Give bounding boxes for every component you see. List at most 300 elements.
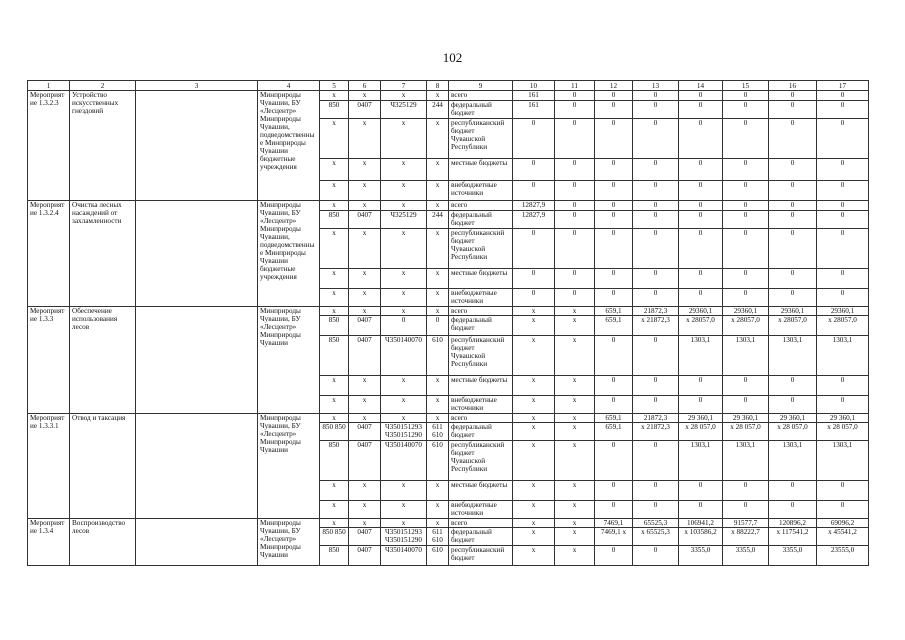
value-cell-17: 0 <box>817 119 869 159</box>
value-cell-16: 0 <box>769 481 817 501</box>
expense-type-cell: х <box>427 159 449 181</box>
value-cell-16: х 28057,0 <box>769 316 817 336</box>
value-cell-13: 21872,3 <box>633 414 679 423</box>
section-cell: х <box>349 269 381 289</box>
value-cell-10: 12827,9 <box>513 211 555 229</box>
executor-cell: Минприроды Чувашии, БУ «Лесцентр» Минприроды Чувашии <box>258 307 320 414</box>
value-cell-12: 7469,1 х <box>595 528 633 546</box>
section-cell: 0407 <box>349 101 381 119</box>
value-cell-13: 0 <box>633 119 679 159</box>
grbs-cell: 850 <box>320 211 349 229</box>
target-item-cell: Ч325129 <box>381 211 427 229</box>
section-cell: х <box>349 414 381 423</box>
value-cell-14: 1303,1 <box>679 336 723 376</box>
grbs-cell: х <box>320 91 349 101</box>
value-cell-11: х <box>555 546 595 566</box>
value-cell-17: 0 <box>817 289 869 307</box>
value-cell-12: 0 <box>595 441 633 481</box>
funding-source-cell: внебюджетные источники <box>449 501 513 519</box>
value-cell-14: 0 <box>679 101 723 119</box>
measure-name-cell: Очистка лесных насаждений от захламленности <box>70 201 136 307</box>
section-cell: х <box>349 229 381 269</box>
section-cell: 0407 <box>349 336 381 376</box>
funding-source-cell: всего <box>449 201 513 211</box>
value-cell-10: х <box>513 376 555 396</box>
value-cell-10: х <box>513 528 555 546</box>
section-cell: 0407 <box>349 546 381 566</box>
value-cell-11: 0 <box>555 229 595 269</box>
measure-name-cell: Устройство искусственных гнездовий <box>70 91 136 201</box>
value-cell-16: 0 <box>769 289 817 307</box>
value-cell-12: 7469,1 <box>595 519 633 528</box>
grbs-cell: 850 <box>320 441 349 481</box>
funding-source-cell: всего <box>449 91 513 101</box>
expense-type-cell: 611 610 <box>427 423 449 441</box>
value-cell-11: х <box>555 501 595 519</box>
header-cell-5: 5 <box>320 81 349 91</box>
executor-cell: Минприроды Чувашии, БУ «Лесцентр» Минприроды Чувашии, подведомственные Минприроды Чувашии бюджетные учреждения <box>258 91 320 201</box>
value-cell-13: 0 <box>633 201 679 211</box>
value-cell-10: х <box>513 307 555 316</box>
value-cell-14: 0 <box>679 269 723 289</box>
value-cell-10: 161 <box>513 101 555 119</box>
empty-cell <box>136 201 258 307</box>
value-cell-11: 0 <box>555 201 595 211</box>
value-cell-15: 0 <box>723 229 769 269</box>
value-cell-11: 0 <box>555 101 595 119</box>
value-cell-15: 0 <box>723 269 769 289</box>
value-cell-12: 0 <box>595 119 633 159</box>
expense-type-cell: 610 <box>427 336 449 376</box>
value-cell-11: х <box>555 316 595 336</box>
value-cell-12: 0 <box>595 336 633 376</box>
target-item-cell: х <box>381 376 427 396</box>
value-cell-11: х <box>555 528 595 546</box>
grbs-cell: х <box>320 307 349 316</box>
value-cell-17: 0 <box>817 376 869 396</box>
funding-source-cell: всего <box>449 414 513 423</box>
value-cell-11: х <box>555 336 595 376</box>
target-item-cell: Ч350151293 Ч350151290 <box>381 528 427 546</box>
value-cell-10: 0 <box>513 229 555 269</box>
value-cell-15: 0 <box>723 201 769 211</box>
value-cell-14: 3355,0 <box>679 546 723 566</box>
value-cell-14: 29 360,1 <box>679 414 723 423</box>
executor-cell: Минприроды Чувашии, БУ «Лесцентр» Минприроды Чувашии <box>258 414 320 519</box>
value-cell-16: 0 <box>769 201 817 211</box>
value-cell-11: х <box>555 423 595 441</box>
target-item-cell: 0 <box>381 316 427 336</box>
measure-number-cell: Мероприятие 1.3.2.4 <box>28 201 70 307</box>
value-cell-15: 1303,1 <box>723 441 769 481</box>
funding-source-cell: республиканский бюджет Чувашской Республики <box>449 229 513 269</box>
header-cell-7: 7 <box>381 81 427 91</box>
value-cell-13: 0 <box>633 269 679 289</box>
funding-source-cell: внебюджетные источники <box>449 181 513 201</box>
section-cell: 0407 <box>349 211 381 229</box>
expense-type-cell: х <box>427 201 449 211</box>
grbs-cell: х <box>320 289 349 307</box>
value-cell-16: 29 360,1 <box>769 414 817 423</box>
value-cell-16: х 28 057,0 <box>769 423 817 441</box>
value-cell-17: х 28 057,0 <box>817 423 869 441</box>
section-cell: х <box>349 201 381 211</box>
value-cell-12: 659,1 <box>595 316 633 336</box>
section-cell: х <box>349 519 381 528</box>
funding-source-cell: местные бюджеты <box>449 481 513 501</box>
expense-type-cell: х <box>427 501 449 519</box>
value-cell-12: 0 <box>595 501 633 519</box>
value-cell-16: 0 <box>769 211 817 229</box>
header-cell-4: 4 <box>258 81 320 91</box>
value-cell-14: 0 <box>679 501 723 519</box>
value-cell-14: 0 <box>679 159 723 181</box>
section-cell: х <box>349 376 381 396</box>
header-cell-14: 14 <box>679 81 723 91</box>
executor-cell: Минприроды Чувашии, БУ «Лесцентр» Минприроды Чувашии, подведомственные Минприроды Чувашии бюджетные учреждения <box>258 201 320 307</box>
value-cell-17: 29 360,1 <box>817 414 869 423</box>
value-cell-10: 0 <box>513 159 555 181</box>
value-cell-12: 0 <box>595 159 633 181</box>
section-cell: х <box>349 91 381 101</box>
value-cell-11: 0 <box>555 181 595 201</box>
value-cell-12: 659,1 <box>595 423 633 441</box>
value-cell-11: 0 <box>555 289 595 307</box>
value-cell-17: х 45541,2 <box>817 528 869 546</box>
header-cell-8: 8 <box>427 81 449 91</box>
target-item-cell: х <box>381 159 427 181</box>
value-cell-16: 0 <box>769 119 817 159</box>
table-body <box>28 81 869 566</box>
value-cell-12: 0 <box>595 269 633 289</box>
header-cell-13: 13 <box>633 81 679 91</box>
grbs-cell: х <box>320 414 349 423</box>
value-cell-11: х <box>555 414 595 423</box>
empty-cell <box>136 91 258 201</box>
expense-type-cell: х <box>427 414 449 423</box>
value-cell-12: 659,1 <box>595 414 633 423</box>
value-cell-15: 29360,1 <box>723 307 769 316</box>
header-cell-6: 6 <box>349 81 381 91</box>
header-row <box>28 81 869 91</box>
table-row <box>28 91 869 101</box>
value-cell-15: 3355,0 <box>723 546 769 566</box>
value-cell-14: х 28 057,0 <box>679 423 723 441</box>
target-item-cell: х <box>381 414 427 423</box>
value-cell-10: х <box>513 336 555 376</box>
value-cell-16: 0 <box>769 396 817 414</box>
value-cell-13: 21872,3 <box>633 307 679 316</box>
value-cell-14: 29360,1 <box>679 307 723 316</box>
value-cell-14: 0 <box>679 289 723 307</box>
value-cell-11: 0 <box>555 91 595 101</box>
value-cell-17: 1303,1 <box>817 441 869 481</box>
grbs-cell: х <box>320 519 349 528</box>
value-cell-16: 29360,1 <box>769 307 817 316</box>
value-cell-11: х <box>555 396 595 414</box>
value-cell-16: 3355,0 <box>769 546 817 566</box>
value-cell-17: 23555,0 <box>817 546 869 566</box>
budget-table <box>27 80 869 566</box>
value-cell-13: 0 <box>633 336 679 376</box>
value-cell-10: х <box>513 423 555 441</box>
target-item-cell: Ч350151293 Ч350151290 <box>381 423 427 441</box>
grbs-cell: х <box>320 481 349 501</box>
value-cell-10: х <box>513 519 555 528</box>
section-cell: х <box>349 396 381 414</box>
value-cell-14: 0 <box>679 201 723 211</box>
grbs-cell: 850 <box>320 316 349 336</box>
target-item-cell: х <box>381 229 427 269</box>
expense-type-cell: х <box>427 229 449 269</box>
page-number: 102 <box>442 50 463 65</box>
funding-source-cell: всего <box>449 519 513 528</box>
value-cell-17: 0 <box>817 91 869 101</box>
expense-type-cell: х <box>427 376 449 396</box>
expense-type-cell: 244 <box>427 101 449 119</box>
funding-source-cell: республиканский бюджет <box>449 546 513 566</box>
funding-source-cell: местные бюджеты <box>449 376 513 396</box>
value-cell-11: 0 <box>555 269 595 289</box>
header-cell-12: 12 <box>595 81 633 91</box>
value-cell-10: 0 <box>513 119 555 159</box>
value-cell-13: 0 <box>633 91 679 101</box>
value-cell-16: 1303,1 <box>769 336 817 376</box>
grbs-cell: х <box>320 159 349 181</box>
value-cell-15: 0 <box>723 376 769 396</box>
value-cell-13: 0 <box>633 501 679 519</box>
section-cell: 0407 <box>349 423 381 441</box>
expense-type-cell: х <box>427 119 449 159</box>
value-cell-13: 65525,3 <box>633 519 679 528</box>
section-cell: х <box>349 289 381 307</box>
value-cell-17: 0 <box>817 396 869 414</box>
value-cell-10: х <box>513 441 555 481</box>
value-cell-15: 29 360,1 <box>723 414 769 423</box>
target-item-cell: Ч325129 <box>381 101 427 119</box>
header-cell-11: 11 <box>555 81 595 91</box>
value-cell-14: 0 <box>679 481 723 501</box>
value-cell-16: 0 <box>769 91 817 101</box>
value-cell-11: х <box>555 376 595 396</box>
value-cell-14: 0 <box>679 211 723 229</box>
value-cell-14: х 103586,2 <box>679 528 723 546</box>
measure-number-cell: Мероприятие 1.3.3.1 <box>28 414 70 519</box>
value-cell-13: 0 <box>633 481 679 501</box>
value-cell-14: 0 <box>679 91 723 101</box>
header-cell-2: 2 <box>70 81 136 91</box>
value-cell-13: 0 <box>633 159 679 181</box>
section-cell: 0407 <box>349 441 381 481</box>
value-cell-16: 0 <box>769 181 817 201</box>
value-cell-10: 0 <box>513 181 555 201</box>
value-cell-17: 0 <box>817 201 869 211</box>
value-cell-14: 0 <box>679 229 723 269</box>
expense-type-cell: х <box>427 289 449 307</box>
value-cell-17: 0 <box>817 481 869 501</box>
funding-source-cell: федеральный бюджет <box>449 423 513 441</box>
expense-type-cell: х <box>427 269 449 289</box>
funding-source-cell: внебюджетные источники <box>449 396 513 414</box>
table-row <box>28 201 869 211</box>
measure-number-cell: Мероприятие 1.3.2.3 <box>28 91 70 201</box>
value-cell-15: х 28057,0 <box>723 316 769 336</box>
value-cell-17: 1303,1 <box>817 336 869 376</box>
value-cell-10: х <box>513 396 555 414</box>
value-cell-16: 120896,2 <box>769 519 817 528</box>
grbs-cell: х <box>320 269 349 289</box>
value-cell-16: 0 <box>769 376 817 396</box>
grbs-cell: х <box>320 376 349 396</box>
value-cell-15: 0 <box>723 396 769 414</box>
grbs-cell: х <box>320 119 349 159</box>
value-cell-17: 0 <box>817 501 869 519</box>
grbs-cell: 850 850 <box>320 528 349 546</box>
empty-cell <box>136 519 258 566</box>
value-cell-16: х 117541,2 <box>769 528 817 546</box>
grbs-cell: 850 <box>320 336 349 376</box>
measure-name-cell: Обеспечение использования лесов <box>70 307 136 414</box>
value-cell-12: 0 <box>595 211 633 229</box>
value-cell-15: 0 <box>723 119 769 159</box>
section-cell: х <box>349 481 381 501</box>
section-cell: 0407 <box>349 316 381 336</box>
target-item-cell: х <box>381 307 427 316</box>
value-cell-13: 0 <box>633 101 679 119</box>
measure-number-cell: Мероприятие 1.3.3 <box>28 307 70 414</box>
section-cell: х <box>349 307 381 316</box>
grbs-cell: х <box>320 181 349 201</box>
value-cell-13: х 21872,3 <box>633 423 679 441</box>
value-cell-11: х <box>555 519 595 528</box>
value-cell-16: 0 <box>769 501 817 519</box>
value-cell-14: 0 <box>679 396 723 414</box>
section-cell: х <box>349 159 381 181</box>
value-cell-12: 0 <box>595 101 633 119</box>
value-cell-10: 12827,9 <box>513 201 555 211</box>
target-item-cell: х <box>381 396 427 414</box>
funding-source-cell: федеральный бюджет <box>449 316 513 336</box>
value-cell-16: 0 <box>769 159 817 181</box>
value-cell-15: х 28 057,0 <box>723 423 769 441</box>
expense-type-cell: х <box>427 481 449 501</box>
value-cell-11: 0 <box>555 211 595 229</box>
expense-type-cell: х <box>427 91 449 101</box>
value-cell-15: 0 <box>723 481 769 501</box>
target-item-cell: х <box>381 481 427 501</box>
value-cell-15: 1303,1 <box>723 336 769 376</box>
value-cell-17: 0 <box>817 159 869 181</box>
funding-source-cell: местные бюджеты <box>449 159 513 181</box>
value-cell-10: х <box>513 501 555 519</box>
value-cell-17: 0 <box>817 181 869 201</box>
section-cell: 0407 <box>349 528 381 546</box>
expense-type-cell: х <box>427 181 449 201</box>
expense-type-cell: х <box>427 396 449 414</box>
empty-cell <box>136 307 258 414</box>
value-cell-12: 0 <box>595 396 633 414</box>
expense-type-cell: 0 <box>427 316 449 336</box>
value-cell-16: 1303,1 <box>769 441 817 481</box>
value-cell-10: 161 <box>513 91 555 101</box>
target-item-cell: х <box>381 119 427 159</box>
expense-type-cell: 244 <box>427 211 449 229</box>
value-cell-14: х 28057,0 <box>679 316 723 336</box>
expense-type-cell: 610 <box>427 546 449 566</box>
value-cell-17: 29360,1 <box>817 307 869 316</box>
value-cell-17: 0 <box>817 101 869 119</box>
value-cell-11: 0 <box>555 159 595 181</box>
executor-cell: Минприроды Чувашии, БУ «Лесцентр» Минприроды Чувашии <box>258 519 320 566</box>
value-cell-15: х 88222,7 <box>723 528 769 546</box>
funding-source-cell: всего <box>449 307 513 316</box>
value-cell-12: 0 <box>595 481 633 501</box>
grbs-cell: х <box>320 229 349 269</box>
target-item-cell: Ч350140070 <box>381 546 427 566</box>
header-cell-15: 15 <box>723 81 769 91</box>
funding-source-cell: республиканский бюджет Чувашской Республики <box>449 336 513 376</box>
value-cell-13: 0 <box>633 181 679 201</box>
value-cell-16: 0 <box>769 101 817 119</box>
funding-source-cell: республиканский бюджет Чувашской Республики <box>449 441 513 481</box>
funding-source-cell: федеральный бюджет <box>449 528 513 546</box>
value-cell-13: х 21872,3 <box>633 316 679 336</box>
value-cell-13: 0 <box>633 546 679 566</box>
grbs-cell: х <box>320 396 349 414</box>
section-cell: х <box>349 501 381 519</box>
value-cell-13: 0 <box>633 441 679 481</box>
expense-type-cell: х <box>427 519 449 528</box>
header-cell-16: 16 <box>769 81 817 91</box>
value-cell-12: 659,1 <box>595 307 633 316</box>
section-cell: х <box>349 119 381 159</box>
header-cell-3: 3 <box>136 81 258 91</box>
value-cell-15: 0 <box>723 289 769 307</box>
table-row <box>28 414 869 423</box>
expense-type-cell: 610 <box>427 441 449 481</box>
value-cell-12: 0 <box>595 181 633 201</box>
target-item-cell: х <box>381 519 427 528</box>
value-cell-13: 0 <box>633 289 679 307</box>
expense-type-cell: х <box>427 307 449 316</box>
target-item-cell: х <box>381 91 427 101</box>
target-item-cell: Ч350140070 <box>381 441 427 481</box>
grbs-cell: 850 <box>320 101 349 119</box>
value-cell-17: 0 <box>817 211 869 229</box>
expense-type-cell: 611 610 <box>427 528 449 546</box>
target-item-cell: х <box>381 289 427 307</box>
value-cell-12: 0 <box>595 229 633 269</box>
grbs-cell: 850 <box>320 546 349 566</box>
value-cell-12: 0 <box>595 289 633 307</box>
value-cell-12: 0 <box>595 376 633 396</box>
value-cell-17: 0 <box>817 269 869 289</box>
value-cell-15: 0 <box>723 181 769 201</box>
value-cell-15: 0 <box>723 159 769 181</box>
value-cell-13: 0 <box>633 229 679 269</box>
value-cell-12: 0 <box>595 546 633 566</box>
value-cell-14: 106941,2 <box>679 519 723 528</box>
value-cell-10: 0 <box>513 289 555 307</box>
value-cell-10: х <box>513 414 555 423</box>
value-cell-10: 0 <box>513 269 555 289</box>
value-cell-13: 0 <box>633 211 679 229</box>
funding-source-cell: внебюджетные источники <box>449 289 513 307</box>
table-row <box>28 307 869 316</box>
header-cell-1: 1 <box>28 81 70 91</box>
value-cell-15: 0 <box>723 91 769 101</box>
value-cell-15: 91577,7 <box>723 519 769 528</box>
